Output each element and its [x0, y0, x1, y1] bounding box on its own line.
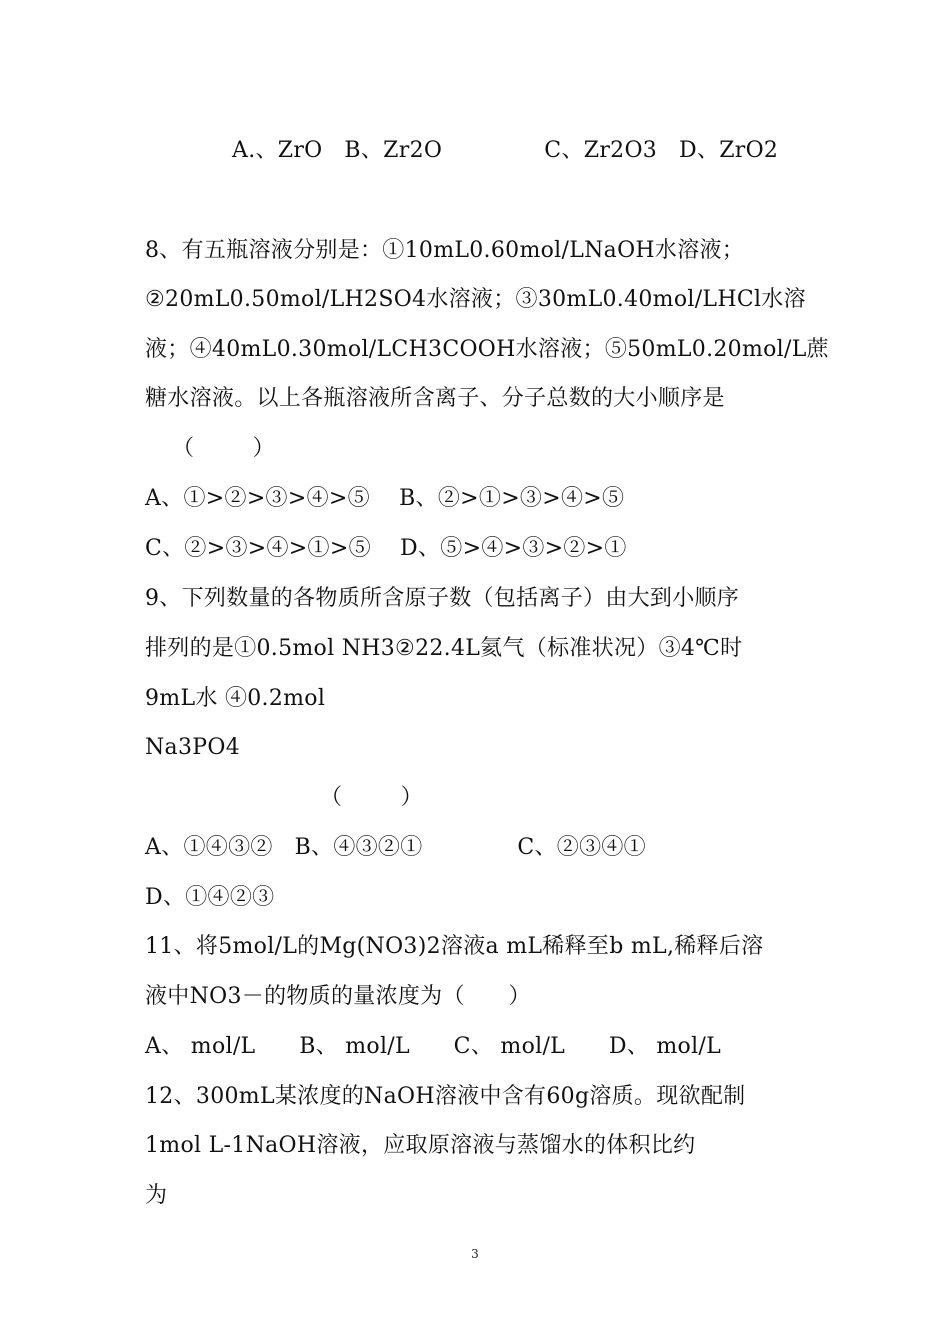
q12-stem-line-2: 1mol L-1NaOH溶液，应取原溶液与蒸馏水的体积比约 [145, 1133, 696, 1158]
q7-options: A.、ZrO B、Zr2O C、Zr2O3 D、ZrO2 [232, 138, 779, 163]
q8-options-ab: A、①>②>③>④>⑤ B、②>①>③>④>⑤ [145, 486, 625, 511]
q9-stem-line-1: 9、下列数量的各物质所含原子数（包括离子）由大到小顺序 [145, 586, 740, 611]
q11-stem-line-1: 11、将5mol/L的Mg(NO3)2溶液a mL稀释至b mL,稀释后溶 [145, 934, 764, 959]
q8-stem-line-4: 糖水溶液。以上各瓶溶液所含离子、分子总数的大小顺序是 [145, 386, 725, 411]
q8-options-cd: C、②>③>④>①>⑤ D、⑤>④>③>②>① [145, 536, 627, 561]
q9-stem-line-4: Na3PO4 [145, 735, 240, 760]
q11-options: A、 mol/L B、 mol/L C、 mol/L D、 mol/L [145, 1034, 722, 1059]
q8-stem-line-1: 8、有五瓶溶液分别是：①10mL0.60mol/LNaOH水溶液； [145, 238, 745, 263]
q12-stem-line-1: 12、300mL某浓度的NaOH溶液中含有60g溶质。现欲配制 [145, 1084, 746, 1109]
q9-option-d: D、①④②③ [145, 885, 275, 910]
q8-stem-line-2: ②20mL0.50mol/LH2SO4水溶液；③30mL0.40mol/LHCl水溶 [145, 287, 806, 312]
q11-stem-line-2: 液中NO3－的物质的量浓度为（ ） [145, 984, 531, 1009]
q9-stem-line-2: 排列的是①0.5mol NH3②22.4L氦气（标准状况）③4℃时 [145, 636, 743, 661]
q9-answer-blank: （ ） [320, 785, 423, 810]
q8-stem-line-3: 液；④40mL0.30mol/LCH3COOH水溶液；⑤50mL0.20mol/L蔗 [145, 337, 829, 362]
q9-stem-line-3: 9mL水 ④0.2mol [145, 686, 326, 711]
q12-stem-line-3: 为 [145, 1183, 168, 1208]
q9-options-abc: A、①④③② B、④③②① C、②③④① [145, 835, 646, 860]
q8-answer-blank: （ ） [172, 436, 275, 461]
page-number: 3 [471, 1247, 479, 1261]
